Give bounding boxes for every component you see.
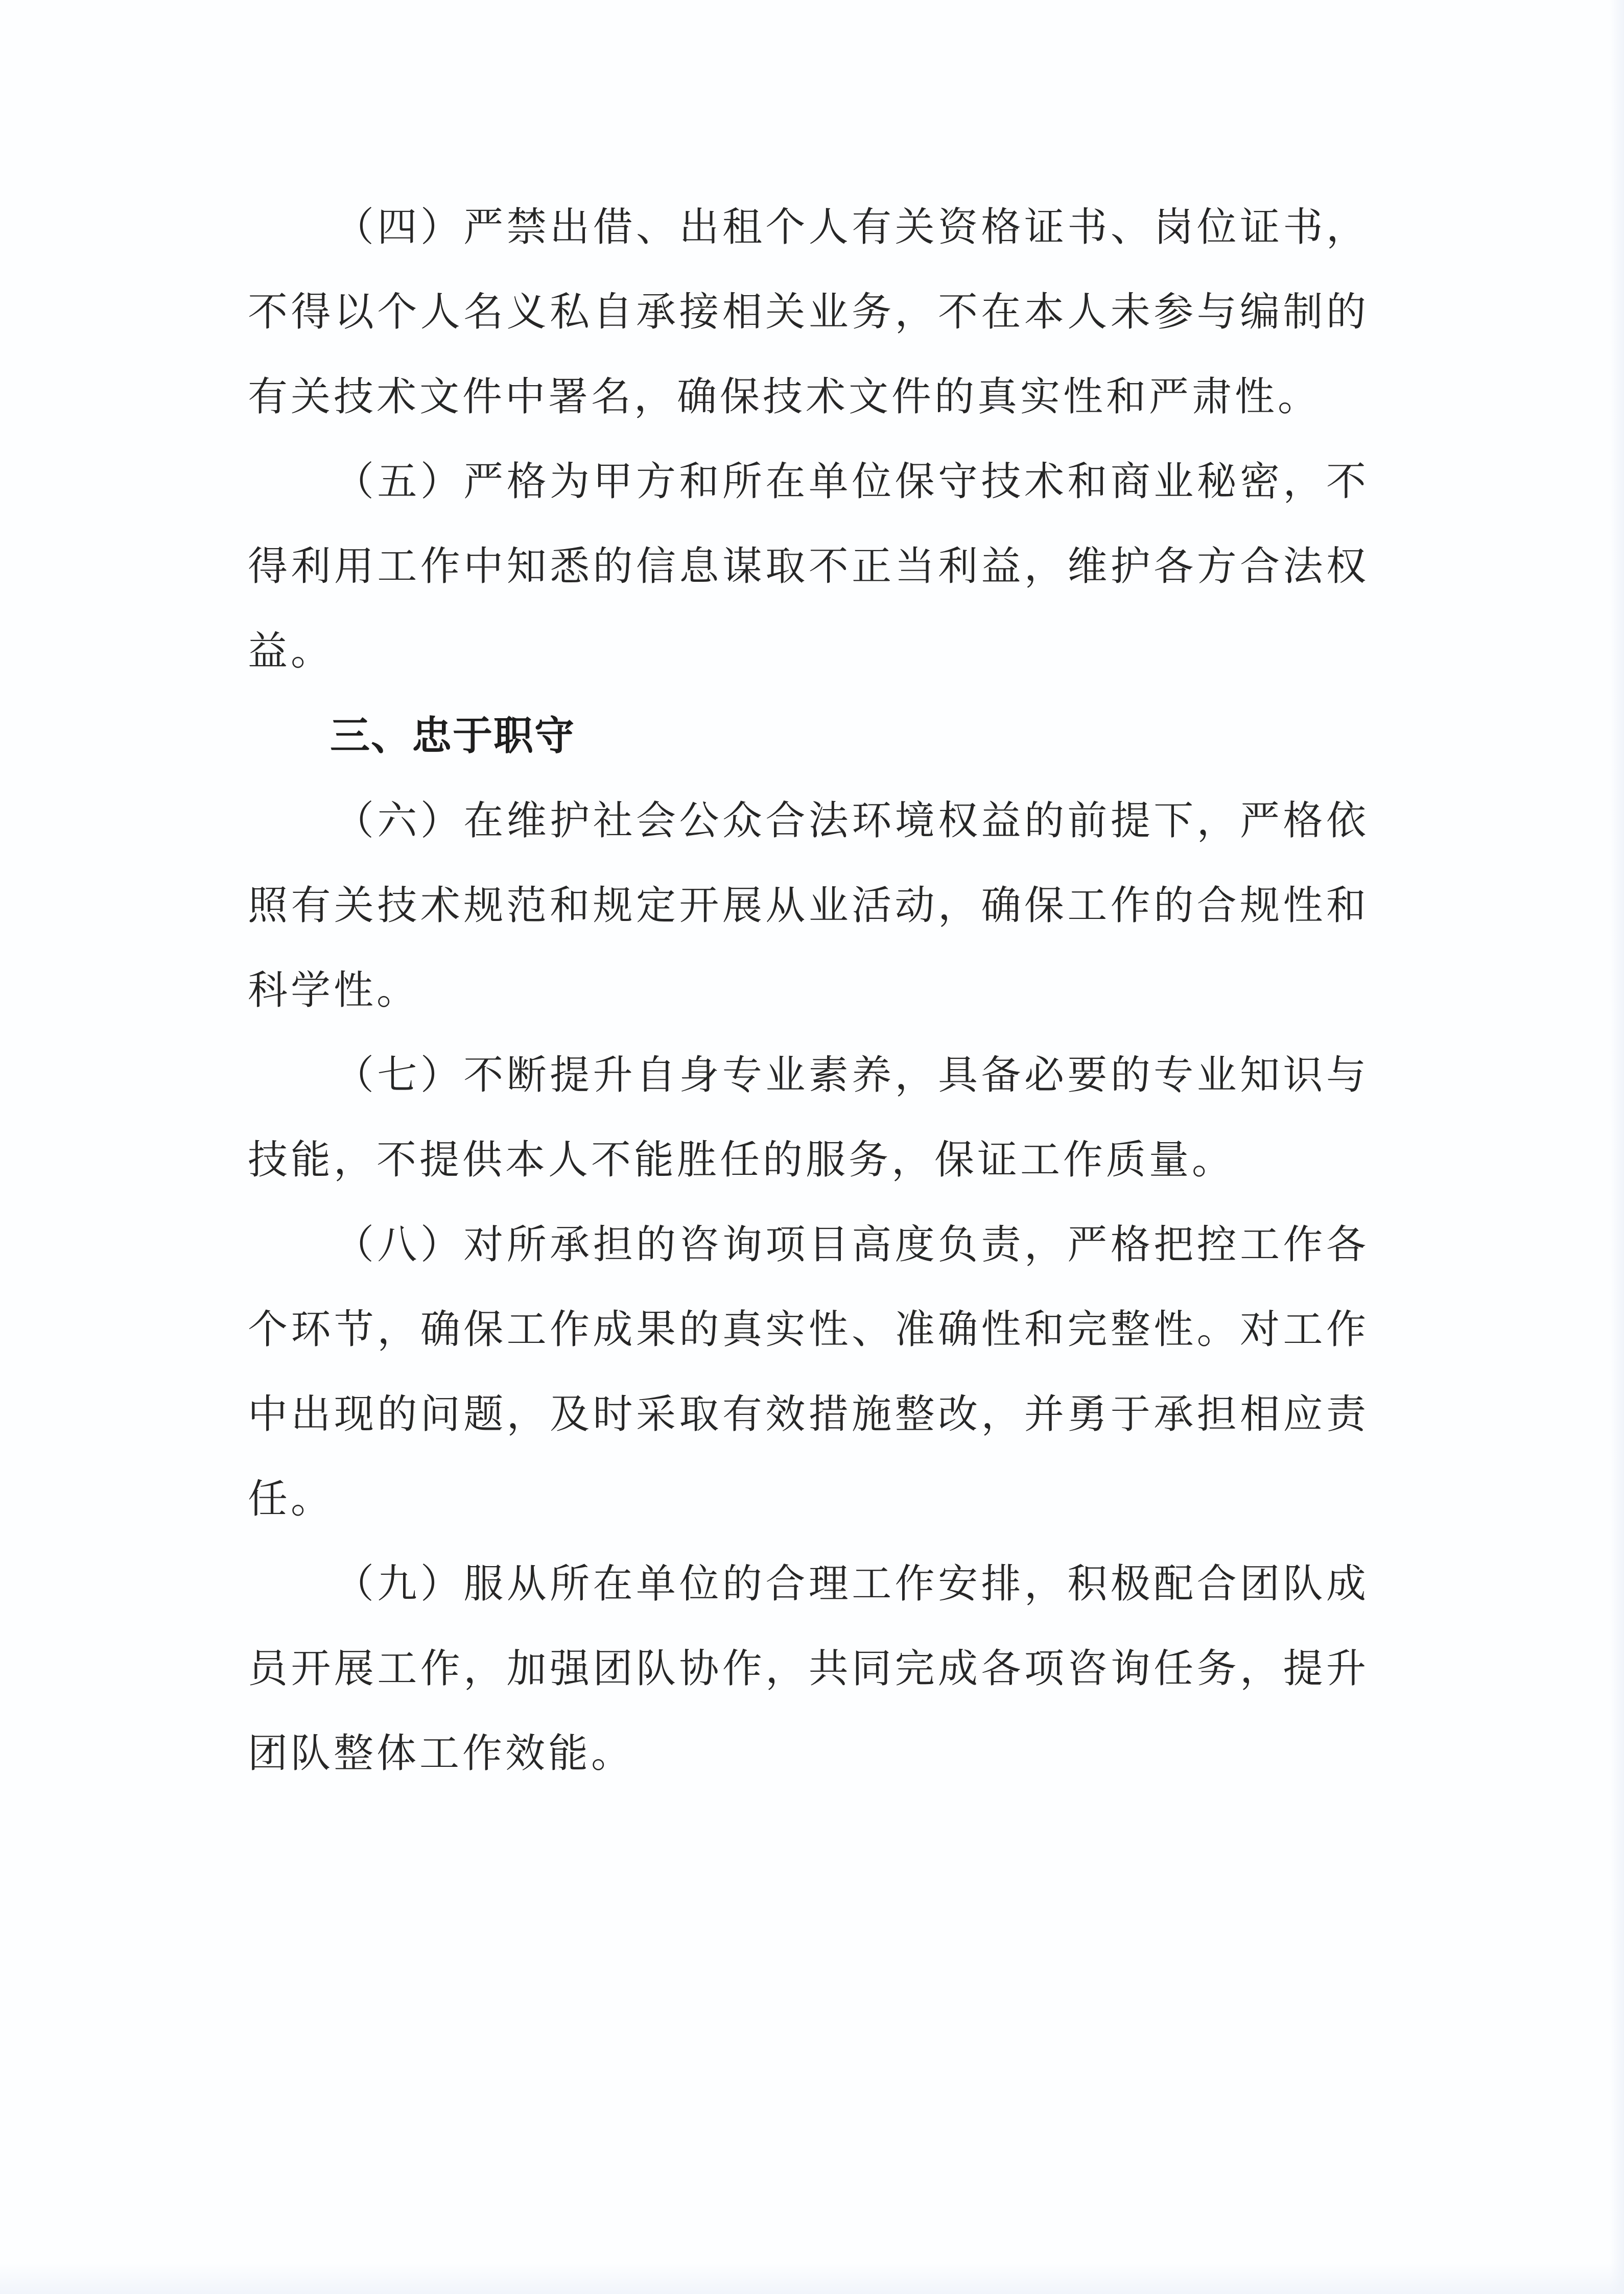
paragraph-line: （八）对所承担的咨询项目高度负责，严格把控工作各: [334, 1222, 1369, 1268]
paragraph-item-5: [248, 439, 1369, 694]
paragraph-line: （五）严格为甲方和所在单位保守技术和商业秘密，不: [334, 459, 1369, 505]
paragraph-line: 技能，不提供本人不能胜任的服务，保证工作质量。: [248, 1137, 1235, 1183]
section-heading-3: [248, 694, 1369, 778]
paragraph-line: 科学性。: [248, 967, 420, 1013]
paragraph-line: 中出现的问题，及时采取有效措施整改，并勇于承担相应责: [248, 1391, 1369, 1437]
paragraph-line: 照有关技术规范和规定开展从业活动，确保工作的合规性和: [248, 883, 1369, 929]
paragraph-line: 不得以个人名义私自承接相关业务，不在本人未参与编制的: [248, 289, 1369, 335]
paragraph-line: 益。: [248, 628, 334, 674]
section-heading: 三、忠于职守: [330, 713, 576, 759]
scan-edge-shadow: [0, 2263, 1624, 2294]
paragraph-line: 任。: [248, 1476, 334, 1522]
paragraph-item-4: [248, 185, 1369, 439]
document-body: [248, 185, 1369, 1796]
paragraph-line: （九）服从所在单位的合理工作安排，积极配合团队成: [334, 1561, 1369, 1607]
scan-edge-shadow: [1610, 0, 1624, 2294]
paragraph-line: 得利用工作中知悉的信息谋取不正当利益，维护各方合法权: [248, 543, 1369, 589]
paragraph-line: （六）在维护社会公众合法环境权益的前提下，严格依: [334, 798, 1369, 844]
paragraph-line: 员开展工作，加强团队协作，共同完成各项咨询任务，提升: [248, 1646, 1369, 1692]
paragraph-item-6: [248, 778, 1369, 1033]
paragraph-line: 团队整体工作效能。: [248, 1731, 634, 1777]
paragraph-item-7: [248, 1033, 1369, 1202]
paragraph-line: 个环节，确保工作成果的真实性、准确性和完整性。对工作: [248, 1307, 1369, 1353]
paragraph-line: 有关技术文件中署名，确保技术文件的真实性和严肃性。: [248, 374, 1321, 420]
paragraph-item-8: [248, 1202, 1369, 1542]
paragraph-item-9: [248, 1542, 1369, 1796]
paragraph-line: （七）不断提升自身专业素养，具备必要的专业知识与: [334, 1052, 1369, 1098]
paragraph-line: （四）严禁出借、出租个人有关资格证书、岗位证书，: [334, 204, 1369, 250]
